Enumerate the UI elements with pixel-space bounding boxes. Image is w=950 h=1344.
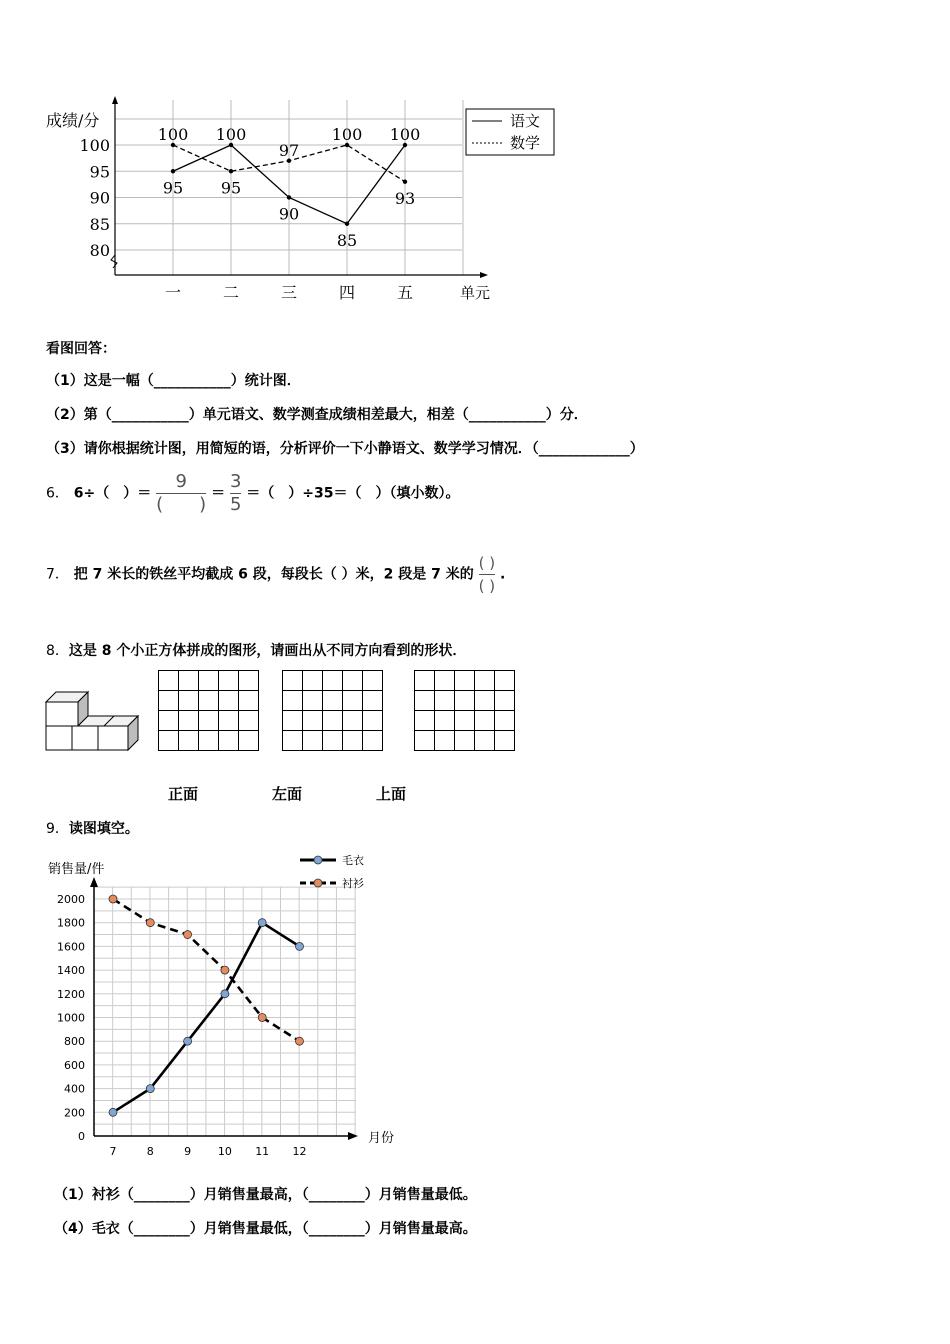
q7-end: .	[500, 566, 506, 583]
q5-sub3: （3）请你根据统计图，用简短的语，分析评价一下小静语文、数学学习情况．（_____________）	[46, 441, 644, 457]
q9-sub1: （1）衬衫（________）月销售量最高，（________）月销售量最低。	[54, 1187, 477, 1203]
chart2-data-point	[221, 990, 229, 998]
q8-number: 8．	[46, 643, 69, 659]
question-7	[46, 553, 505, 596]
q6-number: 6．	[46, 485, 69, 502]
q7-text: 把 7 米长的铁丝平均截成 6 段，每段长（ ）米，2 段是 7 米的	[73, 566, 474, 583]
chart2-y-tick: 2000	[57, 893, 85, 906]
chart2-x-arrow	[348, 1132, 358, 1140]
chart1-data-point	[229, 169, 233, 173]
chart2-y-tick: 1600	[57, 940, 85, 954]
chart2-x-tick: 10	[217, 1145, 232, 1158]
q7-frac-denominator: ( )	[478, 577, 496, 595]
chart1-data-point	[171, 169, 175, 173]
chart1-data-label: 85	[336, 230, 358, 250]
chart1-x-tick: 三	[280, 283, 298, 302]
chart2-data-point	[221, 966, 229, 974]
q6-eq: ＝	[211, 485, 226, 502]
q9-sub4: （4）毛衣（________）月销售量最低，（________）月销售量最高。	[54, 1221, 477, 1237]
q7-fraction	[479, 553, 495, 596]
chart2-data-point	[296, 1037, 304, 1045]
top-view-grid[interactable]	[414, 670, 515, 751]
q7-number: 7．	[46, 566, 69, 583]
chart1-x-arrow	[480, 272, 488, 278]
legend-math: 数学	[510, 134, 541, 152]
chart1-x-tick: 四	[338, 283, 356, 302]
chart2-data-point	[109, 1108, 117, 1116]
chart2-y-tick: 1000	[57, 1011, 85, 1025]
q5-sub1: （1）这是一幅（___________）统计图．	[46, 373, 301, 389]
chart2-data-point	[296, 942, 304, 950]
chart2-data-point	[184, 1037, 192, 1045]
q6-frac1-denominator: ( )	[156, 494, 207, 515]
chart1-axis-break	[111, 255, 117, 268]
chart1-data-point	[287, 195, 291, 199]
chart1-y-tick: 90	[89, 188, 110, 208]
chart2-xlabel: 月份	[368, 1131, 395, 1146]
chart2-y-tick: 600	[64, 1058, 85, 1072]
legend-chinese: 语文	[510, 112, 541, 130]
chart2-y-tick: 800	[64, 1035, 85, 1049]
q6-fraction-1	[156, 472, 206, 515]
sales-line-chart	[0, 845, 420, 1165]
chart1-x-tick: 一	[164, 283, 182, 302]
chart1-data-label: 93	[394, 188, 416, 208]
q8-text: 这是 8 个小正方体拼成的图形，请画出从不同方向看到的形状．	[68, 643, 467, 659]
chart1-x-tick: 五	[396, 283, 414, 302]
q9-text: 读图填空。	[68, 821, 139, 837]
chart2-data-point	[146, 919, 154, 927]
q6-part1: 6÷（ ）＝	[73, 485, 152, 502]
q6-frac2-numerator: 3	[229, 471, 242, 492]
chart2-y-tick: 200	[64, 1106, 85, 1120]
question-9	[46, 818, 139, 838]
chart1-data-label: 100	[215, 125, 247, 144]
chart1-y-tick: 85	[89, 214, 110, 234]
chart2-y-tick: 1400	[57, 964, 85, 978]
chart1-data-label: 97	[278, 140, 300, 160]
chart2-x-tick: 11	[255, 1145, 270, 1158]
score-line-chart	[0, 90, 600, 320]
chart2-legend	[300, 854, 364, 890]
chart2-y-tick: 1200	[57, 987, 85, 1001]
view-label-top: 上面	[376, 785, 407, 803]
q6-frac1-numerator: 9	[175, 471, 187, 492]
q6-part2: ＝（ ）÷35＝（ ）（填小数）。	[246, 485, 460, 502]
chart1-data-label: 100	[331, 125, 363, 144]
chart2-y-tick: 400	[64, 1082, 85, 1096]
chart1-y-tick: 95	[89, 162, 110, 182]
chart2-y-arrow	[90, 877, 98, 887]
chart1-data-label: 100	[157, 125, 189, 144]
chart1-y-arrow	[112, 96, 118, 104]
chart1-data-label: 95	[220, 178, 242, 198]
q6-frac2-denominator: 5	[229, 494, 242, 515]
chart1-data-point	[403, 180, 407, 184]
chart1-axes	[79, 96, 491, 302]
chart1-legend	[466, 109, 554, 155]
legend-sweater: 毛衣	[342, 854, 364, 867]
left-view-grid[interactable]	[282, 670, 383, 751]
cube-stack-figure	[44, 684, 140, 754]
chart2-x-tick: 12	[292, 1145, 307, 1158]
chart2-data-point	[258, 1014, 266, 1022]
question-8	[46, 640, 466, 660]
chart2-x-tick: 7	[109, 1145, 117, 1158]
chart1-xlabel: 单元	[460, 284, 491, 302]
chart1-data-label: 95	[162, 178, 184, 198]
chart2-x-tick: 9	[184, 1145, 192, 1158]
view-label-front: 正面	[168, 785, 199, 803]
chart2-y-tick: 0	[78, 1130, 85, 1143]
chart1-data-label: 90	[278, 204, 300, 224]
chart2-data-point	[109, 895, 117, 903]
fraction-bar	[479, 574, 495, 575]
q5-intro: 看图回答：	[46, 341, 116, 357]
q6-fraction-2	[230, 472, 241, 515]
chart2-ylabel: 销售量/件	[48, 862, 105, 877]
front-view-grid[interactable]	[158, 670, 259, 751]
view-label-left: 左面	[272, 785, 303, 803]
chart1-data-point	[345, 222, 349, 226]
chart1-y-tick: 100	[79, 136, 110, 155]
chart2-data-point	[184, 931, 192, 939]
chart2-data-point	[146, 1085, 154, 1093]
chart1-ylabel: 成绩/分	[46, 111, 100, 130]
q9-number: 9．	[46, 821, 69, 837]
legend-shirt: 衬衫	[342, 877, 364, 890]
question-6	[46, 472, 460, 515]
q5-sub2: （2）第（___________）单元语文、数学测查成绩相差最大，相差（___________）分．	[46, 407, 588, 423]
chart2-x-tick: 8	[146, 1145, 154, 1158]
chart2-data-point	[258, 919, 266, 927]
chart1-data-label: 100	[389, 125, 421, 144]
chart1-y-tick: 80	[89, 241, 110, 260]
chart1-x-tick: 二	[222, 283, 240, 302]
chart2-y-tick: 1800	[57, 916, 85, 930]
q7-frac-numerator: ( )	[478, 554, 496, 572]
